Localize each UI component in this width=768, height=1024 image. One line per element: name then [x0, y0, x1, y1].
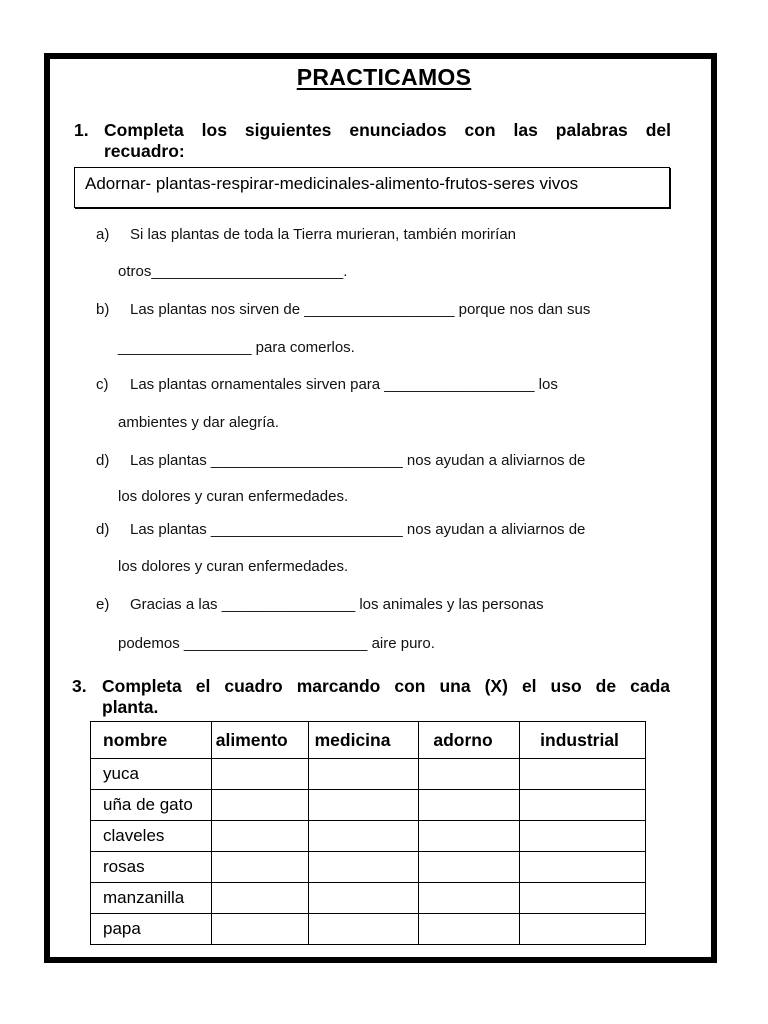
item-d2-line1: d) Las plantas _______________________ nos ayudan a aliviarnos de [96, 521, 586, 538]
table-row [91, 790, 646, 821]
item-e-line2: podemos ______________________ aire puro. [118, 635, 435, 652]
plant-uses-table [90, 721, 646, 945]
mark-cell-adorno[interactable] [419, 883, 520, 914]
item-b-line1: b) Las plantas nos sirven de __________________ porque nos dan sus [96, 301, 591, 318]
mark-cell-adorno[interactable] [419, 790, 520, 821]
plant-name-cell: yuca [91, 759, 212, 790]
mark-cell-medicina[interactable] [308, 759, 419, 790]
mark-cell-alimento[interactable] [211, 759, 308, 790]
table-row [91, 914, 646, 945]
item-a-line2: otros_______________________. [118, 263, 348, 280]
mark-cell-alimento[interactable] [211, 883, 308, 914]
header-alimento: alimento [211, 722, 308, 759]
item-d-line2: los dolores y curan enfermedades. [118, 488, 349, 505]
item-e-line1: e) Gracias a las ________________ los animales y las personas [96, 596, 544, 613]
table-row [91, 759, 646, 790]
mark-cell-medicina[interactable] [308, 790, 419, 821]
mark-cell-adorno[interactable] [419, 852, 520, 883]
mark-cell-alimento[interactable] [211, 790, 308, 821]
mark-cell-alimento[interactable] [211, 914, 308, 945]
question-1-text-line1: Completa los siguientes enunciados con las palabras del [104, 120, 671, 140]
mark-cell-medicina[interactable] [308, 821, 419, 852]
mark-cell-medicina[interactable] [308, 883, 419, 914]
header-adorno: adorno [419, 722, 520, 759]
item-c-line2: ambientes y dar alegría. [118, 414, 279, 431]
mark-cell-industrial[interactable] [520, 821, 646, 852]
item-a-line1: a) Si las plantas de toda la Tierra murieran, también morirían [96, 226, 517, 243]
mark-cell-alimento[interactable] [211, 852, 308, 883]
plant-name-cell: manzanilla [91, 883, 212, 914]
item-d-line1: d) Las plantas _______________________ nos ayudan a aliviarnos de [96, 452, 586, 469]
table-header-row [91, 722, 646, 759]
mark-cell-adorno[interactable] [419, 759, 520, 790]
mark-cell-medicina[interactable] [308, 852, 419, 883]
word-bank-box: Adornar- plantas-respirar-medicinales-alimento-frutos-seres vivos [74, 167, 670, 208]
plant-name-cell: claveles [91, 821, 212, 852]
item-b-line2: ________________ para comerlos. [118, 339, 355, 356]
plant-name-cell: rosas [91, 852, 212, 883]
plant-name-cell: papa [91, 914, 212, 945]
mark-cell-industrial[interactable] [520, 790, 646, 821]
item-d2-line2: los dolores y curan enfermedades. [118, 558, 349, 575]
table-row [91, 821, 646, 852]
header-nombre: nombre [91, 722, 212, 759]
item-c-line1: c) Las plantas ornamentales sirven para __________________ los [96, 376, 558, 393]
question-1-text-line2: recuadro: [104, 141, 185, 161]
question-3-number: 3. [72, 676, 87, 696]
table-row [91, 883, 646, 914]
mark-cell-industrial[interactable] [520, 852, 646, 883]
mark-cell-adorno[interactable] [419, 914, 520, 945]
mark-cell-industrial[interactable] [520, 883, 646, 914]
question-1-number: 1. [74, 120, 89, 140]
mark-cell-alimento[interactable] [211, 821, 308, 852]
question-3-text-line2: planta. [102, 697, 159, 717]
question-3-text-line1: Completa el cuadro marcando con una (X) el uso de cada [102, 676, 670, 696]
mark-cell-adorno[interactable] [419, 821, 520, 852]
plant-name-cell: uña de gato [91, 790, 212, 821]
worksheet-title: PRACTICAMOS [296, 64, 472, 90]
header-medicina: medicina [308, 722, 419, 759]
mark-cell-industrial[interactable] [520, 914, 646, 945]
table-row [91, 852, 646, 883]
mark-cell-industrial[interactable] [520, 759, 646, 790]
header-industrial: industrial [520, 722, 646, 759]
mark-cell-medicina[interactable] [308, 914, 419, 945]
